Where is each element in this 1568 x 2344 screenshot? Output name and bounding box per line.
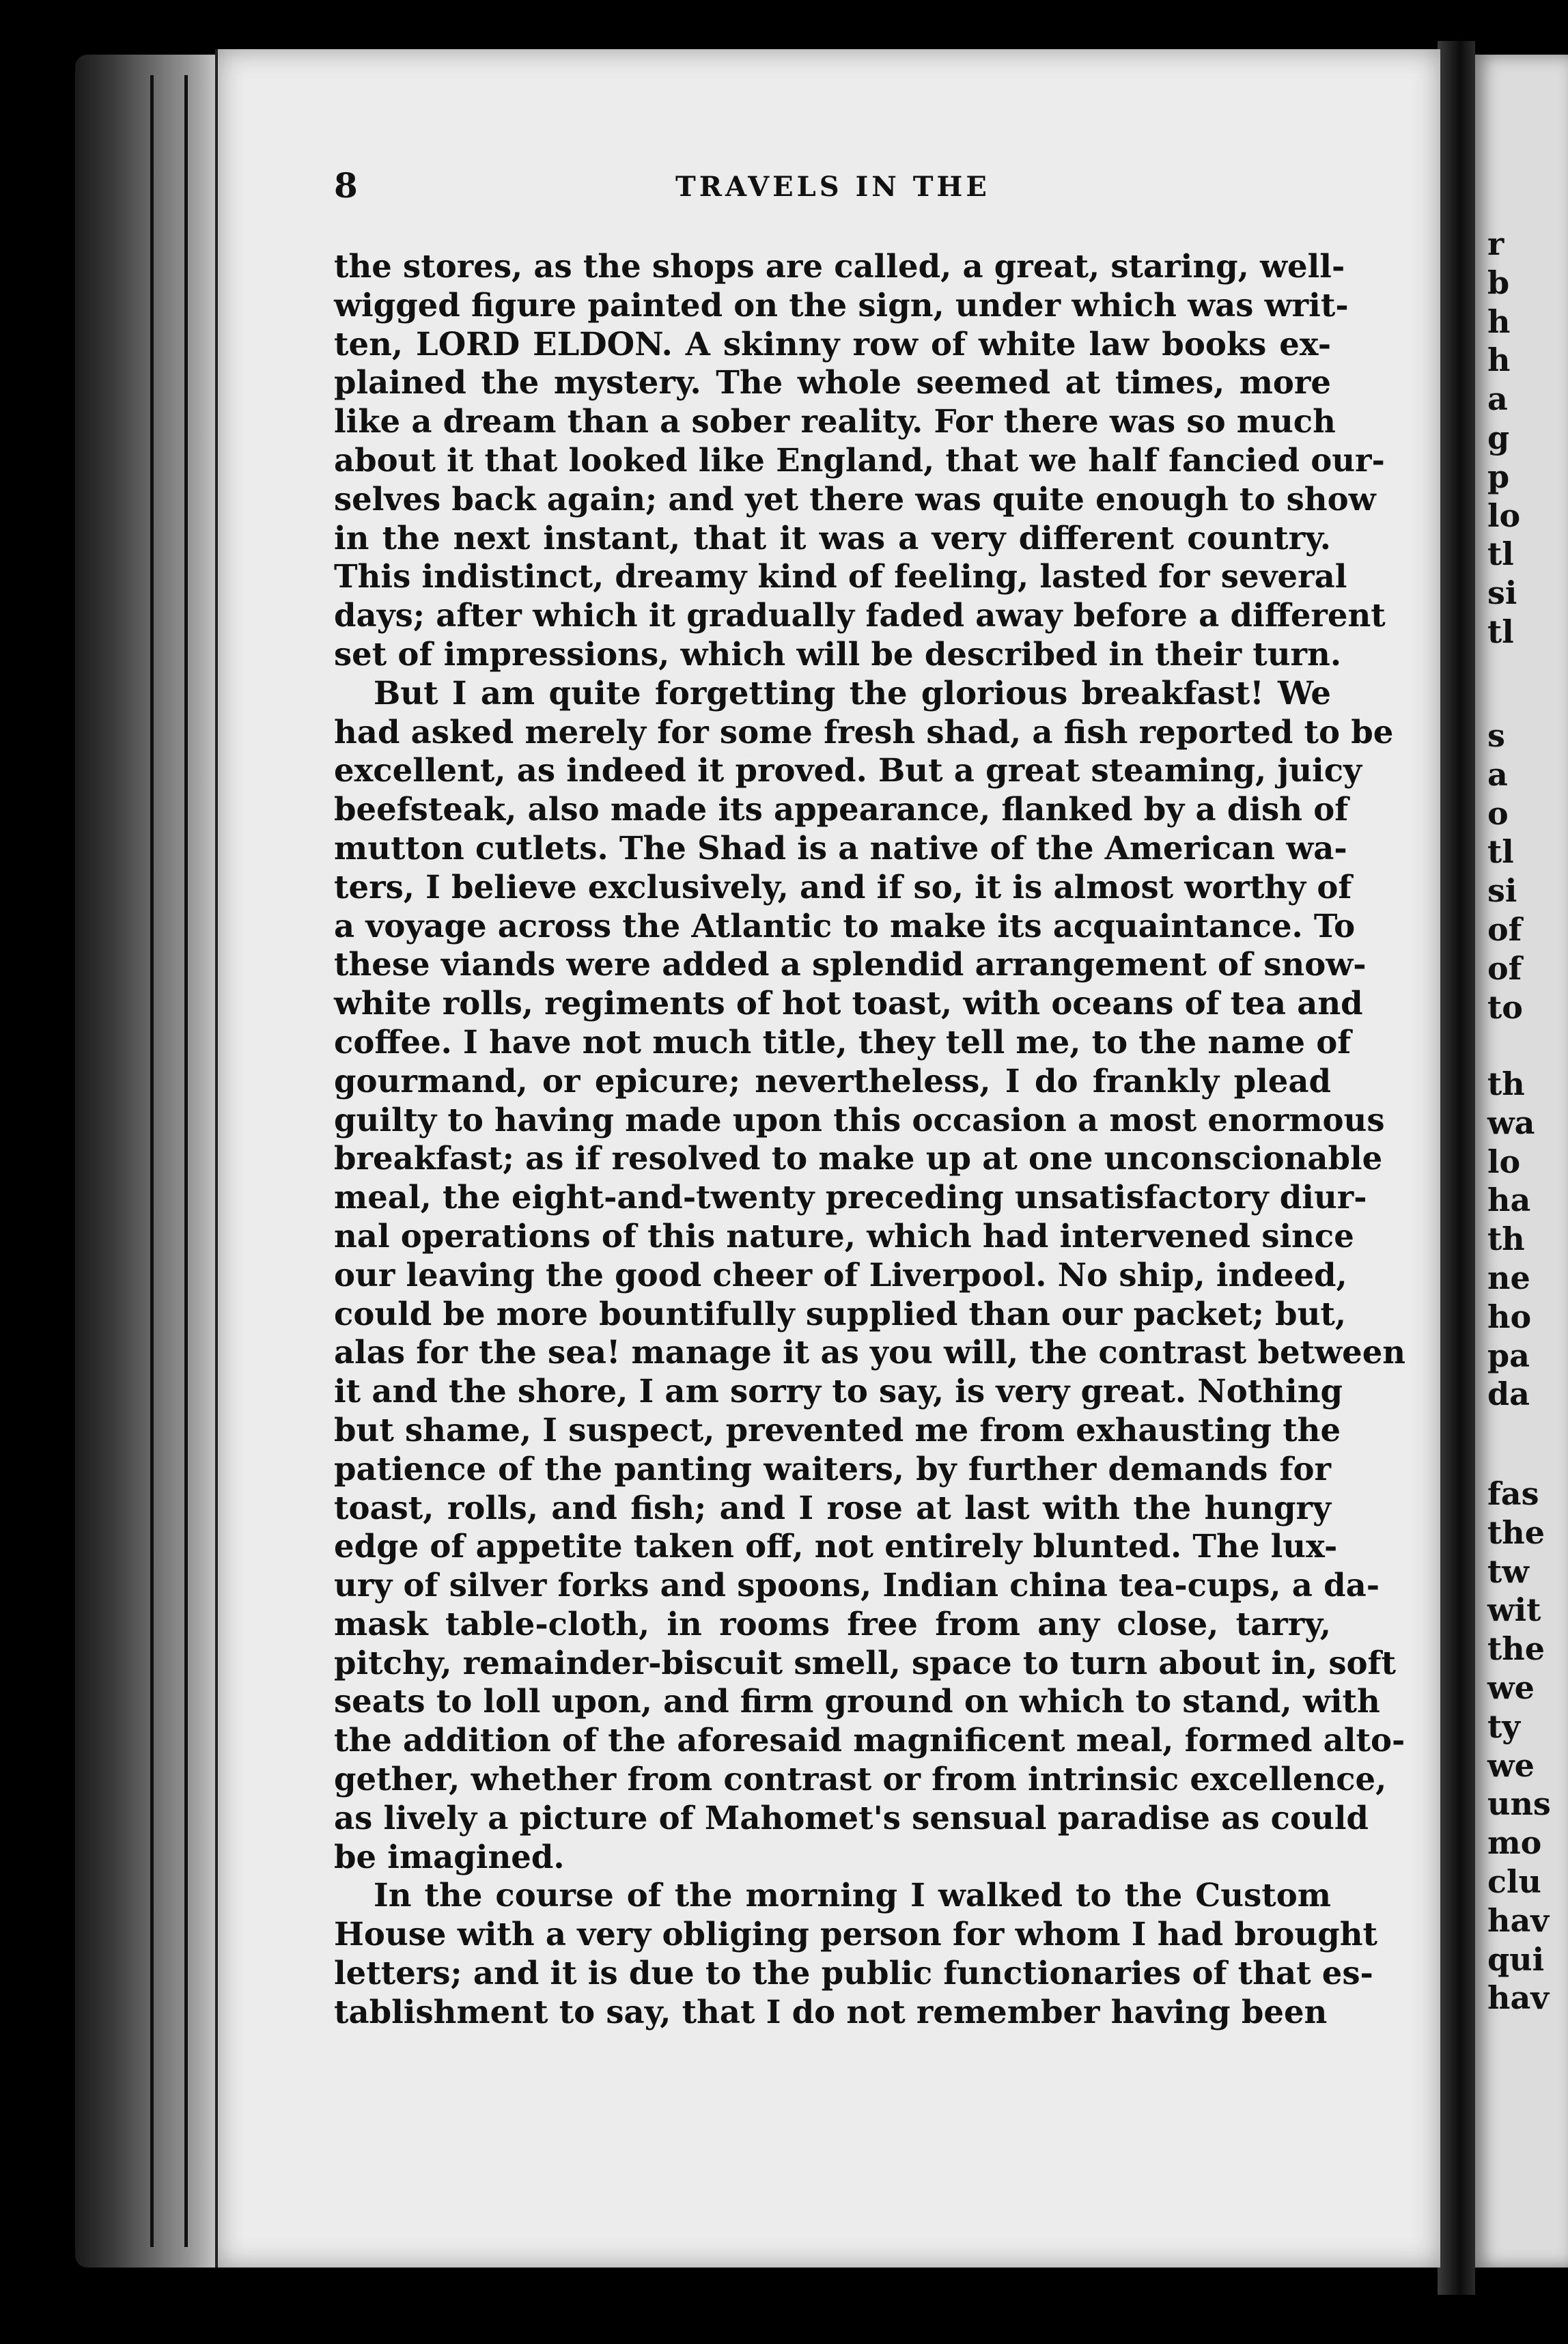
text-line: had asked merely for some fresh shad, a fish reported to be [334, 712, 1394, 751]
book-binding [75, 55, 222, 2268]
text-line: seats to loll upon, and firm ground on which to stand, with [334, 1682, 1380, 1720]
facing-page-fragment: tw [1487, 1552, 1529, 1590]
facing-page-fragment: mo [1487, 1824, 1542, 1862]
facing-page-fragment: wit [1487, 1591, 1541, 1629]
facing-page-fragment: wa [1487, 1104, 1535, 1141]
text-line: gourmand, or epicure; nevertheless, I do frankly plead [334, 1061, 1331, 1100]
text-line: the addition of the aforesaid magnificent meal, formed alto- [334, 1721, 1405, 1759]
text-line: edge of appetite taken off, not entirely blunted. The lux- [334, 1527, 1338, 1565]
text-line: In the course of the morning I walked to the Custom [374, 1876, 1331, 1914]
text-line: toast, rolls, and fish; and I rose at last with the hungry [334, 1488, 1331, 1526]
text-line: pitchy, remainder-biscuit smell, space to turn about in, soft [334, 1643, 1397, 1682]
running-head [334, 165, 1331, 220]
text-line: but shame, I suspect, prevented me from exhausting the [334, 1410, 1341, 1449]
text-line: these viands were added a splendid arrangement of snow- [334, 945, 1367, 983]
running-title: TRAVELS IN THE [675, 171, 990, 203]
facing-page-fragment: ha [1487, 1182, 1531, 1219]
facing-page-fragment: tl [1487, 535, 1514, 573]
text-line: the stores, as the shops are called, a great, staring, well- [334, 247, 1345, 285]
text-line: guilty to having made upon this occasion a most enormous [334, 1100, 1385, 1139]
facing-page-fragment: pa [1487, 1337, 1530, 1374]
facing-page-fragment: tl [1487, 613, 1514, 650]
text-line: nal operations of this nature, which had intervened since [334, 1216, 1354, 1255]
facing-page-fragment: ty [1487, 1707, 1520, 1745]
text-line: in the next instant, that it was a very different country. [334, 518, 1331, 557]
text-line: breakfast; as if resolved to make up at one unconscionable [334, 1139, 1383, 1177]
facing-page-fragment: r [1487, 225, 1504, 262]
facing-page-fragment: of [1487, 949, 1522, 987]
paragraph [334, 673, 1406, 1877]
facing-page-fragment: we [1487, 1669, 1535, 1706]
facing-page-fragment: qui [1487, 1940, 1545, 1978]
text-line: be imagined. [334, 1837, 565, 1875]
binding-edge-line [150, 75, 154, 2247]
facing-page-fragment: p [1487, 458, 1510, 495]
facing-page-fragment: lo [1487, 1143, 1521, 1180]
facing-page-fragment: si [1487, 872, 1517, 910]
facing-page-fragment: hav [1487, 1979, 1549, 2017]
page-content [334, 165, 1406, 2032]
facing-page-fragment: o [1487, 794, 1509, 832]
facing-page-fragment: ne [1487, 1259, 1530, 1296]
facing-page-fragment: s [1487, 717, 1505, 754]
paragraph [334, 1876, 1378, 2031]
text-line: ury of silver forks and spoons, Indian china tea-cups, a da- [334, 1566, 1380, 1604]
facing-page-fragment: h [1487, 303, 1511, 340]
binding-edge-line [184, 75, 188, 2247]
facing-page-edge [1475, 55, 1568, 2268]
text-line: This indistinct, dreamy kind of feeling, lasted for several [334, 557, 1347, 596]
text-line: days; after which it gradually faded away before a different [334, 596, 1386, 634]
text-line: patience of the panting waiters, by further demands for [334, 1449, 1331, 1488]
text-line: excellent, as indeed it proved. But a great steaming, juicy [334, 751, 1362, 790]
text-line: alas for the sea! manage it as you will, the contrast between [334, 1333, 1406, 1371]
text-line: letters; and it is due to the public functionaries of that es- [334, 1954, 1373, 1992]
text-line: mask table-cloth, in rooms free from any close, tarry, [334, 1604, 1331, 1643]
text-line: tablishment to say, that I do not remember having been [334, 1992, 1328, 2031]
text-line: set of impressions, which will be described in their turn. [334, 634, 1342, 673]
facing-page-fragment: th [1487, 1220, 1525, 1258]
text-line: as lively a picture of Mahomet's sensual paradise as could [334, 1798, 1369, 1837]
text-line: wigged figure painted on the sign, under which was writ- [334, 285, 1349, 324]
text-line: But I am quite forgetting the glorious breakfast! We [374, 673, 1331, 712]
facing-page-fragment: da [1487, 1376, 1530, 1413]
text-line: coffee. I have not much title, they tell me, to the name of [334, 1022, 1352, 1061]
facing-page-fragment: lo [1487, 497, 1521, 534]
facing-page-fragment: ho [1487, 1298, 1532, 1335]
facing-page-fragment: th [1487, 1065, 1525, 1102]
facing-page-fragment: a [1487, 380, 1508, 418]
facing-page-fragment: fas [1487, 1475, 1539, 1512]
facing-page-fragment: uns [1487, 1785, 1551, 1823]
text-line: ten, LORD ELDON. A skinny row of white law books ex- [334, 324, 1331, 363]
text-line: our leaving the good cheer of Liverpool. No ship, indeed, [334, 1255, 1347, 1294]
facing-page-fragment: to [1487, 988, 1523, 1026]
facing-page-fragment: we [1487, 1746, 1535, 1784]
text-line: meal, the eight-and-twenty preceding unsatisfactory diur- [334, 1178, 1367, 1216]
text-line: it and the shore, I am sorry to say, is very great. Nothing [334, 1372, 1343, 1410]
text-line: House with a very obliging person for whom I had brought [334, 1915, 1378, 1953]
facing-page-fragment: si [1487, 574, 1517, 612]
facing-page-fragment: tl [1487, 833, 1514, 871]
text-line: about it that looked like England, that we half fancied our- [334, 441, 1385, 479]
facing-page-fragment: a [1487, 755, 1508, 793]
facing-page-fragment: b [1487, 264, 1510, 301]
text-line: beefsteak, also made its appearance, flanked by a dish of [334, 790, 1349, 828]
text-line: plained the mystery. The whole seemed at times, more [334, 363, 1331, 402]
facing-page-fragment: the [1487, 1513, 1545, 1551]
text-line: like a dream than a sober reality. For there was so much [334, 402, 1336, 441]
facing-page-fragment: clu [1487, 1863, 1541, 1900]
facing-page-fragment: the [1487, 1630, 1545, 1668]
text-line: could be more bountifully supplied than our packet; but, [334, 1294, 1347, 1333]
paragraph [334, 247, 1386, 674]
text-line: white rolls, regiments of hot toast, with oceans of tea and [334, 984, 1363, 1022]
body-text [334, 247, 1406, 2032]
text-line: mutton cutlets. The Shad is a native of the American wa- [334, 828, 1347, 867]
text-line: selves back again; and yet there was quite enough to show [334, 479, 1376, 518]
page-number: 8 [334, 165, 358, 206]
text-line: gether, whether from contrast or from intrinsic excellence, [334, 1760, 1387, 1798]
page-gutter-shadow [1438, 41, 1475, 2295]
text-line: a voyage across the Atlantic to make its acquaintance. To [334, 906, 1356, 945]
facing-page-fragment: hav [1487, 1901, 1549, 1939]
facing-page-fragment: g [1487, 419, 1510, 456]
facing-page-fragment: h [1487, 341, 1511, 379]
book-page [215, 49, 1440, 2268]
facing-page-fragment: of [1487, 911, 1522, 948]
text-line: ters, I believe exclusively, and if so, it is almost worthy of [334, 867, 1352, 906]
